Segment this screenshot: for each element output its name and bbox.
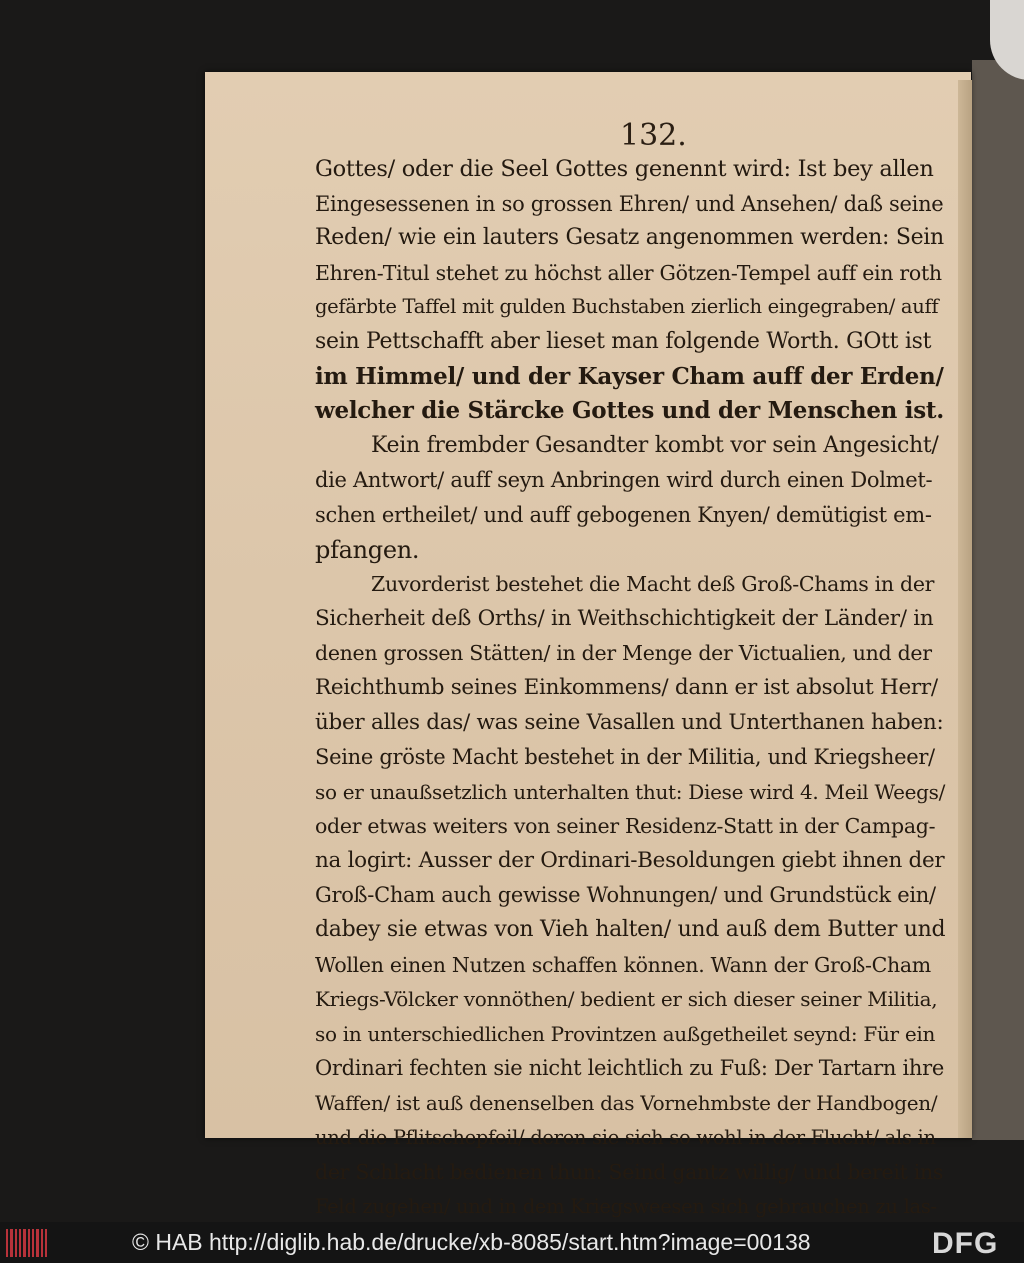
text-line: Seine gröste Macht bestehet in der Militia, und Kriegsheer/ [315, 745, 935, 770]
page-number: 132. [620, 118, 687, 153]
text-line: so er unaußsetzlich unterhalten thut: Diese wird 4. Meil Weegs/ [315, 779, 946, 804]
text-line: na logirt: Ausser der Ordinari-Besoldungen giebt ihnen der [315, 847, 945, 873]
text-line: Reden/ wie ein lauters Gesatz angenommen werden: Sein [315, 225, 944, 251]
text-line: pfangen. [315, 535, 420, 564]
text-line: und die Pflitschepfeil/ deren sie sich so wohl in der Flucht/ als in [315, 1125, 936, 1149]
text-line: Kriegs-Völcker vonnöthen/ bedient er sich dieser seiner Militia, [315, 987, 938, 1012]
text-line: schen ertheilet/ und auff gebogenen Knyen/ demütigist em- [315, 502, 932, 527]
text-line: Feld zugehen/ und in dem Kriegsweesen sich gebrauchen zu las- [315, 1194, 937, 1218]
dfg-logo: DFG [932, 1227, 999, 1260]
source-link[interactable]: © HAB http://diglib.hab.de/drucke/xb-8085/start.htm?image=00138 [132, 1229, 811, 1255]
text-line: Kein frembder Gesandter kombt vor sein Angesicht/ [371, 432, 939, 458]
text-line: über alles das/ was seine Vasallen und Unterthanen haben: [315, 709, 944, 735]
text-line: Eingesessenen in so grossen Ehren/ und Ansehen/ daß seine [315, 191, 944, 216]
text-line: Ordinari fechten sie nicht leichtlich zu Fuß: Der Tartarn ihre [315, 1056, 945, 1081]
text-line: denen grossen Stätten/ in der Menge der Victualien, und der [315, 641, 932, 666]
text-line: Ehren-Titul stehet zu höchst aller Götzen-Tempel auff ein roth [315, 260, 942, 285]
viewer-footer [0, 1222, 1024, 1263]
text-line-emphasis: im Himmel/ und der Kayser Cham auff der Erden/ [315, 362, 944, 390]
text-line: Groß-Cham auch gewisse Wohnungen/ und Grundstück ein/ [315, 883, 936, 908]
text-line: oder etwas weiters von seiner Residenz-Statt in der Campag- [315, 814, 936, 839]
adjacent-page-strip [972, 60, 1024, 1140]
text-line-emphasis: welcher die Stärcke Gottes und der Menschen ist. [315, 397, 944, 425]
page-text [315, 152, 945, 1222]
text-line: sein Pettschafft aber lieset man folgende Worth. GOtt ist [315, 328, 932, 354]
text-line: Waffen/ ist auß denenselben das Vornehmbste der Handbogen/ [315, 1091, 938, 1116]
barcode-icon [6, 1229, 48, 1257]
page-edge [958, 80, 972, 1138]
text-line: Wollen einen Nutzen schaffen können. Wann der Groß-Cham [315, 952, 931, 977]
text-line: Reichthumb seines Einkommens/ dann er ist absolut Herr/ [315, 674, 938, 700]
text-line: so in unterschiedlichen Provintzen außgetheilet seynd: Für ein [315, 1021, 936, 1046]
text-line: der Schlacht bedienen thun: Seind gantz willig/ und bereit ins [315, 1160, 944, 1185]
text-line: Sicherheit deß Orths/ in Weithschichtigkeit der Länder/ in [315, 605, 934, 631]
text-line: Zuvorderist bestehet die Macht deß Groß-Chams in der [371, 572, 935, 597]
text-line: gefärbte Taffel mit gulden Buchstaben zierlich eingegraben/ auff [315, 295, 939, 319]
text-line: dabey sie etwas von Vieh halten/ und auß dem Butter und [315, 917, 946, 943]
text-line: die Antwort/ auff seyn Anbringen wird durch einen Dolmet- [315, 468, 933, 493]
text-line: Gottes/ oder die Seel Gottes genennt wird: Ist bey allen [315, 156, 934, 182]
